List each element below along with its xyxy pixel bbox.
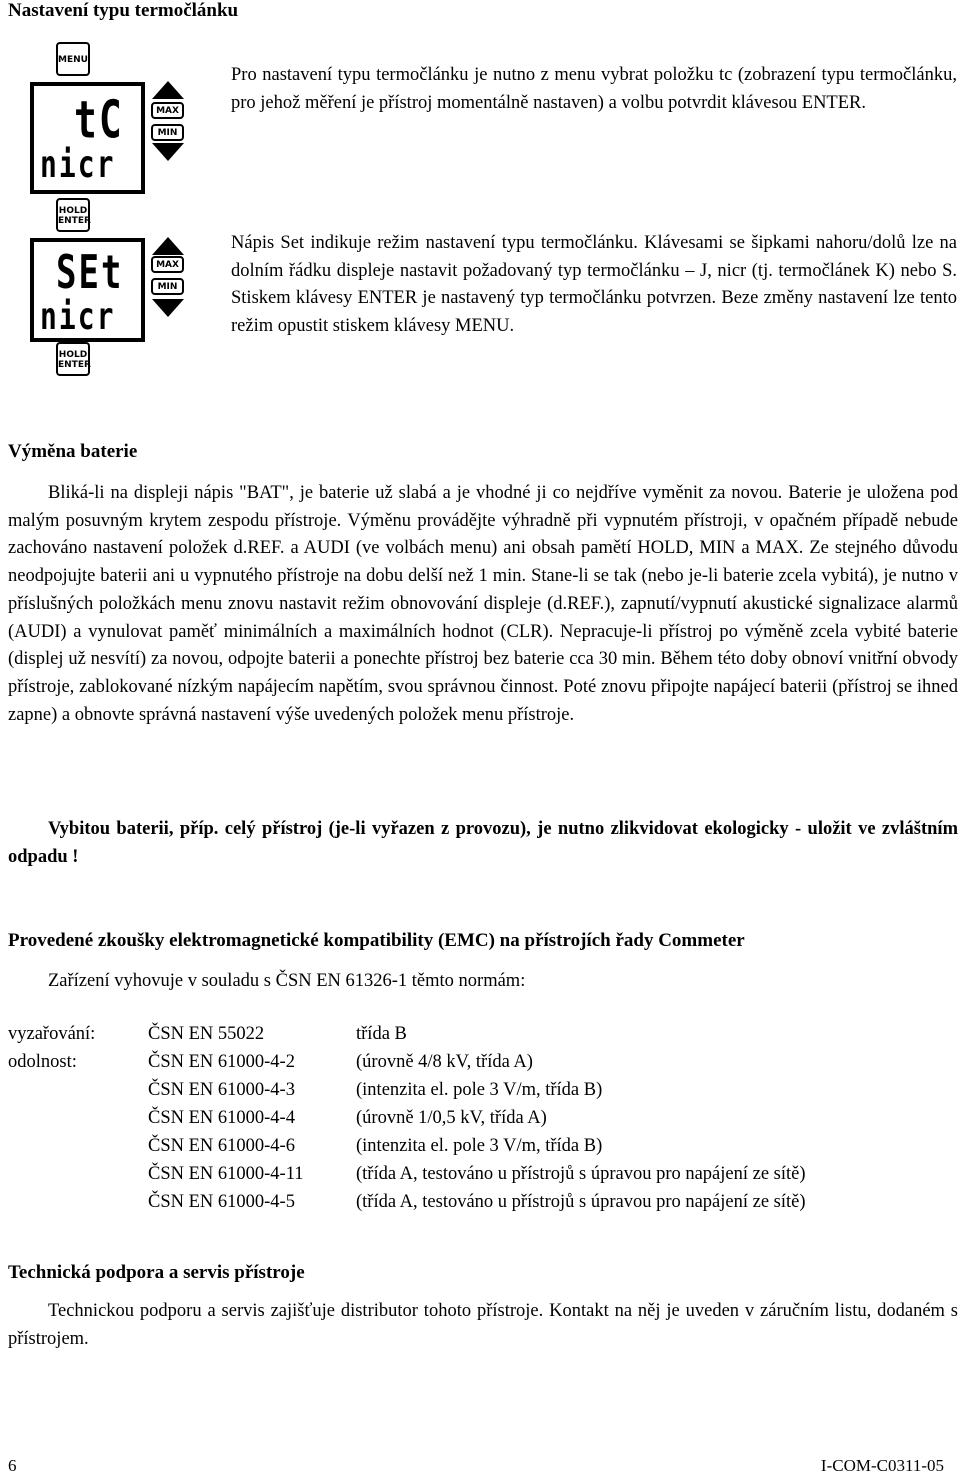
lcd-line2: nicr <box>40 142 116 187</box>
enter-key-label: ENTER <box>58 360 91 370</box>
emc-standard: ČSN EN 61000-4-2 <box>148 1052 295 1072</box>
menu-key-label: MENU <box>58 55 88 65</box>
emc-detail: (úrovně 1/0,5 kV, třída A) <box>356 1108 547 1128</box>
enter-key-label: ENTER <box>58 216 91 226</box>
hold-enter-key-icon <box>56 198 90 232</box>
arrow-up-icon <box>150 80 186 100</box>
emc-table <box>8 1024 958 1224</box>
thermocouple-para-1: Pro nastavení typu termočlánku je nutno z menu vybrat položku tc (zobrazení typu termočlánku, pro jehož měření je přístroj momentálně nastaven) a volbu potvrdit klávesou ENTER. <box>231 65 957 113</box>
emc-detail: (třída A, testováno u přístrojů s úpravou pro napájení ze sítě) <box>356 1164 806 1184</box>
emc-standard: ČSN EN 61000-4-4 <box>148 1108 295 1128</box>
emc-intro: Zařízení vyhovuje v souladu s ČSN EN 61326-1 těmto normám: <box>48 971 526 991</box>
arrow-up-icon <box>150 236 186 256</box>
arrow-down-icon <box>150 298 186 318</box>
emc-standard: ČSN EN 55022 <box>148 1024 265 1044</box>
menu-key-icon <box>56 42 90 76</box>
min-key-label: MIN <box>157 128 178 138</box>
lcd-display-tc <box>30 82 145 194</box>
max-key-icon <box>151 102 184 119</box>
document-code: I-COM-C0311-05 <box>820 1456 944 1475</box>
max-key-icon <box>151 256 184 273</box>
page-number: 6 <box>8 1456 17 1475</box>
min-key-label: MIN <box>157 282 178 292</box>
min-key-icon <box>151 278 184 295</box>
emc-detail: (třída A, testováno u přístrojů s úpravou pro napájení ze sítě) <box>356 1192 806 1212</box>
thermocouple-para-2: Nápis Set indikuje režim nastavení typu termočlánku. Klávesami se šipkami nahoru/dolů lze na dolním řádku displeje nastavit požadovaný typ termočlánku – J, nicr (tj. termočlánek K) nebo S. Stiskem klávesy ENTER je nastavený typ termočlánku potvrzen. Beze změny nastavení lze tento režim opustit stiskem klávesy MENU. <box>231 233 957 337</box>
battery-warning: Vybitou baterii, příp. celý přístroj (je-li vyřazen z provozu), je nutno zlikvidovat ekologicky - uložit ve zvláštním odpadu ! <box>8 819 958 867</box>
section-title-thermocouple: Nastavení typu termočlánku <box>8 0 239 21</box>
support-paragraph: Technickou podporu a servis zajišťuje distributor tohoto přístroje. Kontakt na něj je uveden v záručním listu, dodaném s přístrojem. <box>8 1301 958 1349</box>
hold-key-label: HOLD <box>58 206 88 216</box>
battery-paragraph: Bliká-li na displeji nápis "BAT", je baterie už slabá a je vhodné ji co nejdříve vyměnit za novou. Baterie je uložena pod malým posuvným krytem zespodu přístroje. Výměnu provádějte výhradně při vypnutém přístroji, v opačném případě nebude zachováno nastavení položek d.REF. a AUDI (ve volbách menu) ani obsah pamětí HOLD, MIN a MAX. Ze stejného důvodu neodpojujte baterii ani u vypnutého přístroje na dobu delší než 1 min. Stane-li se tak (nebo je-li baterie zcela vybitá), je nutno v příslušných položkách menu znovu nastavit režim obnovování displeje (d.REF.), zapnutí/vypnutí akustické signalizace alarmů (AUDI) a vynulovat paměť minimálních a maximálních hodnot (CLR). Nepracuje-li přístroj po výměně zcela vybité baterie (displej už nesvítí) za novou, odpojte baterii a ponechte přístroj bez baterie cca 30 min. Během této doby obnoví vnitřní obvody přístroje, zablokované nízkým napájecím napětím, svou správnou činnost. Poté znovu připojte napájecí baterii (přístroj se ihned zapne) a obnovte správná nastavení výše uvedených položek menu přístroje. <box>8 483 958 725</box>
emc-standard: ČSN EN 61000-4-6 <box>148 1136 295 1156</box>
lcd-display-set <box>30 238 145 342</box>
emc-standard: ČSN EN 61000-4-3 <box>148 1080 295 1100</box>
section-title-support: Technická podpora a servis přístroje <box>8 1262 305 1283</box>
arrow-down-icon <box>150 142 186 162</box>
lcd-line1-set: SEt <box>56 246 124 300</box>
section-title-emc: Provedené zkoušky elektromagnetické kompatibility (EMC) na přístrojích řady Commeter <box>8 930 745 951</box>
emc-category: vyzařování: <box>8 1024 96 1044</box>
lcd-line2-set: nicr <box>40 294 116 339</box>
section-title-battery: Výměna baterie <box>8 441 138 462</box>
emc-category: odolnost: <box>8 1052 77 1072</box>
emc-detail: (intenzita el. pole 3 V/m, třída B) <box>356 1136 603 1156</box>
min-key-icon <box>151 124 184 141</box>
max-key-label: MAX <box>156 260 179 270</box>
emc-detail: (úrovně 4/8 kV, třída A) <box>356 1052 533 1072</box>
max-key-label: MAX <box>156 106 179 116</box>
emc-detail: třída B <box>356 1024 407 1044</box>
hold-key-label: HOLD <box>58 350 88 360</box>
hold-enter-key-icon <box>56 342 90 376</box>
emc-standard: ČSN EN 61000-4-5 <box>148 1192 295 1212</box>
emc-standard: ČSN EN 61000-4-11 <box>148 1164 304 1184</box>
lcd-line1: tC <box>74 90 124 150</box>
emc-detail: (intenzita el. pole 3 V/m, třída B) <box>356 1080 603 1100</box>
